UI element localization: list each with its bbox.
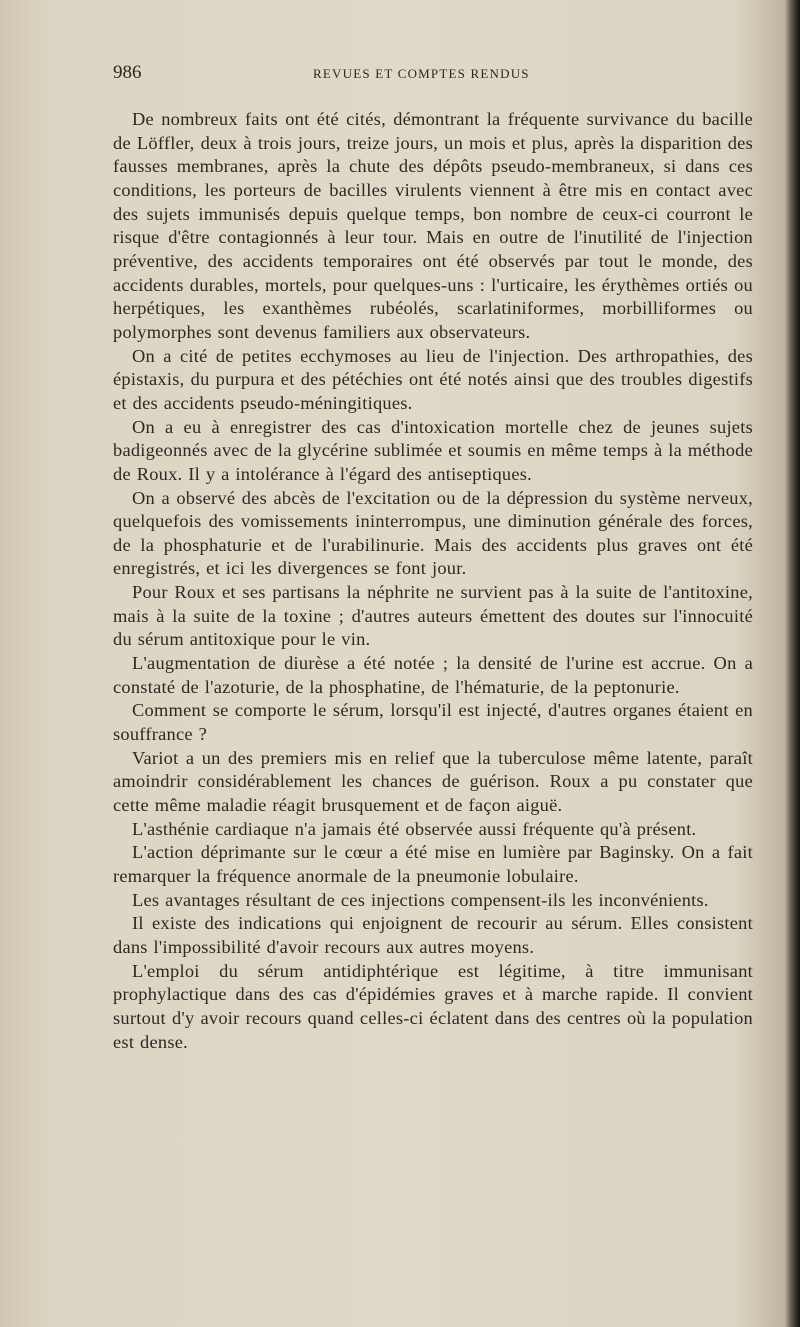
paragraph-12: Il existe des indications qui enjoignent de recourir au sérum. Elles consistent dans l'impossibilité d'avoir recours aux autres moyens. <box>113 913 753 957</box>
paragraph-9: L'asthénie cardiaque n'a jamais été observée aussi fréquente qu'à présent. <box>132 818 697 839</box>
paragraph-8: Variot a un des premiers mis en relief que la tuberculose même latente, paraît amoindrir considérablement les chances de guérison. Roux a pu constater que cette même maladie réagit brusquement et de façon aiguë. <box>113 747 753 816</box>
page-number: 986 <box>113 62 142 83</box>
page-header <box>113 62 753 90</box>
paragraph-1: De nombreux faits ont été cités, démontrant la fréquente survivance du bacille de Löffler, deux à trois jours, treize jours, un mois et plus, après la disparition des fausses membranes, après la chute des dépôts pseudo-membraneux, si dans ces conditions, les porteurs de bacilles virulents viennent à être mis en contact avec des sujets immunisés depuis quelque temps, bon nombre de ceux-ci courront le risque d'être contagionnés à leur tour. Mais en outre de l'inutilité de l'injection préventive, des accidents temporaires ont été observés par tout le monde, des accidents durables, mortels, pour quelques-uns : l'urticaire, les érythèmes ortiés ou herpétiques, les exanthèmes rubéolés, scarlatiniformes, morbilliformes ou polymorphes sont devenus familiers aux observateurs. <box>113 109 753 342</box>
paragraph-13: L'emploi du sérum antidiphtérique est légitime, à titre immunisant prophylactique dans des cas d'épidémies graves et à marche rapide. Il convient surtout d'y avoir recours quand celles-ci éclatent dans des centres où la population est dense. <box>113 960 753 1052</box>
paragraph-3: On a eu à enregistrer des cas d'intoxication mortelle chez de jeunes sujets badigeonnés avec de la glycérine sublimée et soumis en même temps à la méthode de Roux. Il y a intolérance à l'égard des antiseptiques. <box>113 416 753 484</box>
paragraph-4: On a observé des abcès de l'excitation ou de la dépression du système nerveux, quelquefois des vomissements ininterrompus, une diminution générale des forces, de la phosphaturie et de l'urabilinurie. Mais des accidents plus graves ont été enregistrés, et ici les divergences se font jour. <box>113 487 753 579</box>
paragraph-10: L'action déprimante sur le cœur a été mise en lumière par Baginsky. On a fait remarquer la fréquence anormale de la pneumonie lobulaire. <box>113 842 753 886</box>
paragraph-5: Pour Roux et ses partisans la néphrite ne survient pas à la suite de l'antitoxine, mais à la suite de la toxine ; d'autres auteurs émettent des doutes sur l'innocuité du sérum antitoxique pour le vin. <box>113 582 753 650</box>
page-edge-shadow <box>786 0 800 1327</box>
paragraph-7: Comment se comporte le sérum, lorsqu'il est injecté, d'autres organes étaient en souffrance ? <box>113 700 753 745</box>
body-text <box>113 108 753 1054</box>
paragraph-11: Les avantages résultant de ces injections compensent-ils les inconvénients. <box>132 889 709 910</box>
paragraph-6: L'augmentation de diurèse a été notée ; la densité de l'urine est accrue. On a constaté de l'azoturie, de la phosphatine, de l'hématurie, de la peptonurie. <box>113 653 753 697</box>
running-title: REVUES ET COMPTES RENDUS <box>313 66 530 81</box>
paragraph-2: On a cité de petites ecchymoses au lieu de l'injection. Des arthropathies, des épistaxis, du purpura et des pétéchies ont été notés ainsi que des troubles digestifs et des accidents pseudo-méningitiques. <box>113 345 753 413</box>
